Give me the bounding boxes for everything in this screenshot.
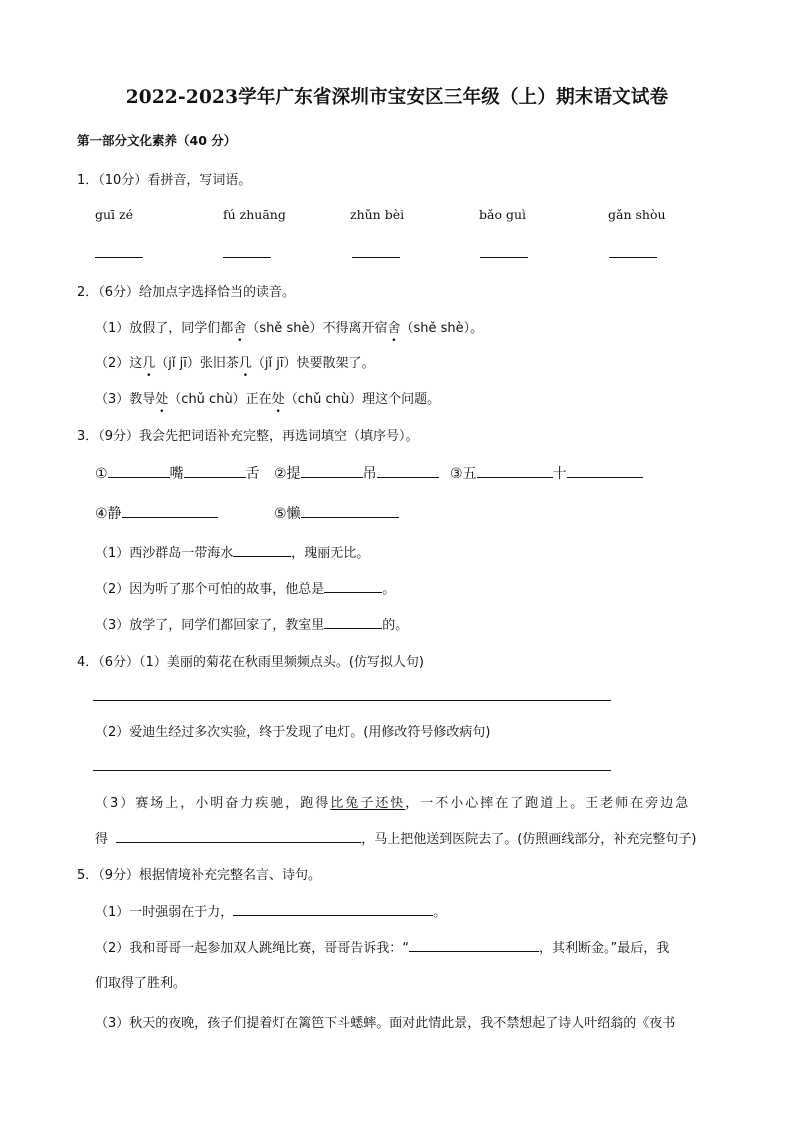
dotted-char: 几 (238, 356, 252, 371)
answer-blank[interactable] (324, 591, 382, 593)
answer-blank[interactable] (301, 516, 399, 518)
pinyin-1: guī zé (95, 207, 134, 222)
question-4-part-2: （2）爱迪生经过多次实验，终于发现了电灯。(用修改符号修改病句) (95, 725, 491, 740)
question-5-stem: 5．（9分）根据情境补充完整名言、诗句。 (77, 868, 322, 883)
question-5-part-3: （3）秋天的夜晚，孩子们提着灯在篱笆下斗蟋蟀。面对此情此景，我不禁想起了诗人叶绍翁的《夜书 (95, 1016, 676, 1031)
word-item-5: ⑤懒 (274, 503, 399, 523)
word-item-1: ① 嘴 舌 (95, 466, 260, 482)
question-4-part-3-line-2: 得 ，马上把他送到医院去了。(仿照画线部分，补充完整句子) (95, 832, 697, 847)
pinyin-3: zhǔn bèi (350, 207, 405, 222)
answer-blank[interactable] (567, 476, 643, 478)
answer-blank[interactable] (116, 841, 361, 843)
answer-line[interactable] (93, 700, 611, 701)
answer-blank[interactable] (409, 950, 539, 952)
question-2-sentence-3: （3）教导处（chǔ chù）正在处（chǔ chù）理这个问题。 (95, 392, 441, 407)
section-heading: 第一部分文化素养（40 分） (77, 133, 237, 148)
answer-blank[interactable] (352, 257, 400, 258)
question-2-sentence-1: （1）放假了，同学们都舍（shě shè）不得离开宿舍（shě shè）。 (95, 321, 484, 336)
underlined-phrase: 比兔子还快 (330, 796, 406, 811)
answer-blank[interactable] (223, 257, 271, 258)
word-item-4: ④静 (95, 503, 218, 523)
answer-blank[interactable] (233, 555, 291, 557)
dotted-char: 舍 (387, 321, 401, 336)
answer-line[interactable] (93, 770, 611, 771)
question-5-part-1: （1）一时强弱在于力， 。 (95, 905, 447, 920)
dotted-char: 几 (142, 356, 156, 371)
answer-blank[interactable] (301, 476, 363, 478)
word-item-3: ③五 十 (450, 463, 643, 483)
answer-blank[interactable] (480, 257, 528, 258)
pinyin-4: bǎo guì (479, 207, 527, 222)
answer-blank[interactable] (233, 914, 433, 916)
question-5-part-2: （2）我和哥哥一起参加双人跳绳比赛，哥哥告诉我：“ ，其利断金。”最后，我 (95, 941, 670, 956)
question-3-sentence-1: （1）西沙群岛一带海水 ，瑰丽无比。 (95, 546, 370, 561)
answer-blank[interactable] (122, 516, 218, 518)
answer-blank[interactable] (324, 627, 382, 629)
answer-blank[interactable] (184, 476, 246, 478)
question-2-stem: 2．（6分）给加点字选择恰当的读音。 (77, 285, 296, 300)
pinyin-5: gǎn shòu (608, 207, 666, 222)
question-4-stem: 4．（6分）（1）美丽的菊花在秋雨里频频点头。(仿写拟人句) (77, 655, 424, 670)
question-3-sentence-2: （2）因为听了那个可怕的故事，他总是 。 (95, 582, 396, 597)
question-4-part-3-line-1: （3）赛场上，小明奋力疾驰，跑得比兔子还快，一不小心摔在了跑道上。王老师在旁边急 (95, 796, 691, 811)
dotted-char: 舍 (233, 321, 247, 336)
question-3-stem: 3．（9分）我会先把词语补充完整，再选词填空（填序号）。 (77, 429, 419, 444)
question-2-sentence-2: （2）这几（jǐ jī）张旧茶几（jǐ jī）快要散架了。 (95, 356, 375, 371)
word-item-2: ②提 吊 (274, 463, 439, 483)
question-5-part-2-cont: 们取得了胜利。 (95, 976, 187, 991)
dotted-char: 处 (155, 392, 169, 407)
answer-blank[interactable] (108, 476, 170, 478)
dotted-char: 处 (271, 392, 285, 407)
page-title: 2022-2023学年广东省深圳市宝安区三年级（上）期末语文试卷 (125, 87, 669, 108)
answer-blank[interactable] (377, 476, 439, 478)
pinyin-2: fú zhuāng (223, 207, 286, 222)
answer-blank[interactable] (477, 476, 553, 478)
answer-blank[interactable] (609, 257, 657, 258)
question-1-stem: 1．（10分）看拼音，写词语。 (77, 173, 252, 188)
answer-blank[interactable] (95, 257, 143, 258)
question-3-sentence-3: （3）放学了，同学们都回家了，教室里 的。 (95, 618, 409, 633)
